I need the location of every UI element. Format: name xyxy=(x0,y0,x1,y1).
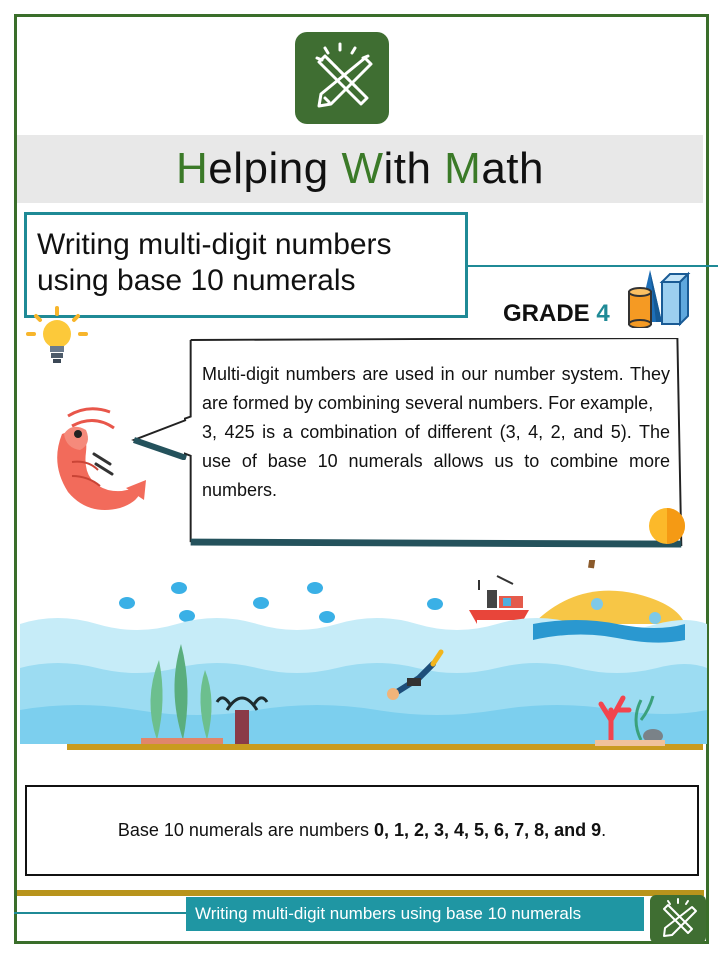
grade-number: 4 xyxy=(596,300,610,327)
title-segment-3: ath xyxy=(481,144,544,193)
fact-prefix: Base 10 numerals are numbers xyxy=(117,820,374,840)
footer-rule xyxy=(17,890,704,896)
title-letter-m: M xyxy=(444,144,482,193)
fact-suffix: . xyxy=(601,820,607,840)
explanation-paragraph-1: Multi-digit numbers are used in our number system. They are formed by combining several numbers. For example, xyxy=(202,364,670,413)
title-letter-w: W xyxy=(341,144,384,193)
title-segment-1: elping xyxy=(208,144,342,193)
topic-title-box xyxy=(24,212,468,318)
site-title-band xyxy=(17,135,703,203)
title-segment-2: ith xyxy=(383,144,445,193)
topic-connector-line xyxy=(468,265,718,267)
footer-line xyxy=(14,912,186,914)
geometric-shapes-icon xyxy=(626,268,692,328)
fact-digits: 0, 1, 2, 3, 4, 5, 6, 7, 8, and 9 xyxy=(373,820,602,840)
title-letter-h: H xyxy=(175,144,209,193)
grade-text: GRADE xyxy=(503,300,590,327)
speech-bubble-tail xyxy=(130,418,190,460)
topic-title-line1: Writing multi-digit numbers xyxy=(37,228,392,261)
grade-label xyxy=(503,300,610,328)
explanation-text xyxy=(202,360,670,505)
ocean-scene-illustration xyxy=(17,560,707,760)
fact-text xyxy=(118,820,606,841)
topic-title-line2: using base 10 numerals xyxy=(37,264,356,297)
pencil-ruler-logo-icon xyxy=(295,32,389,124)
fact-box xyxy=(25,785,699,876)
explanation-paragraph-2: 3, 425 is a combination of different (3, 4, 2, and 5). The use of base 10 numerals allows us to combine more numbers. xyxy=(202,422,670,500)
sun-icon xyxy=(648,507,686,545)
footer-pencil-ruler-logo-icon xyxy=(650,895,706,943)
site-title xyxy=(17,135,703,203)
lightbulb-icon xyxy=(26,306,88,368)
ship-icon xyxy=(469,576,529,624)
footer-topic-label: Writing multi-digit numbers using base 10 numerals xyxy=(186,897,644,931)
